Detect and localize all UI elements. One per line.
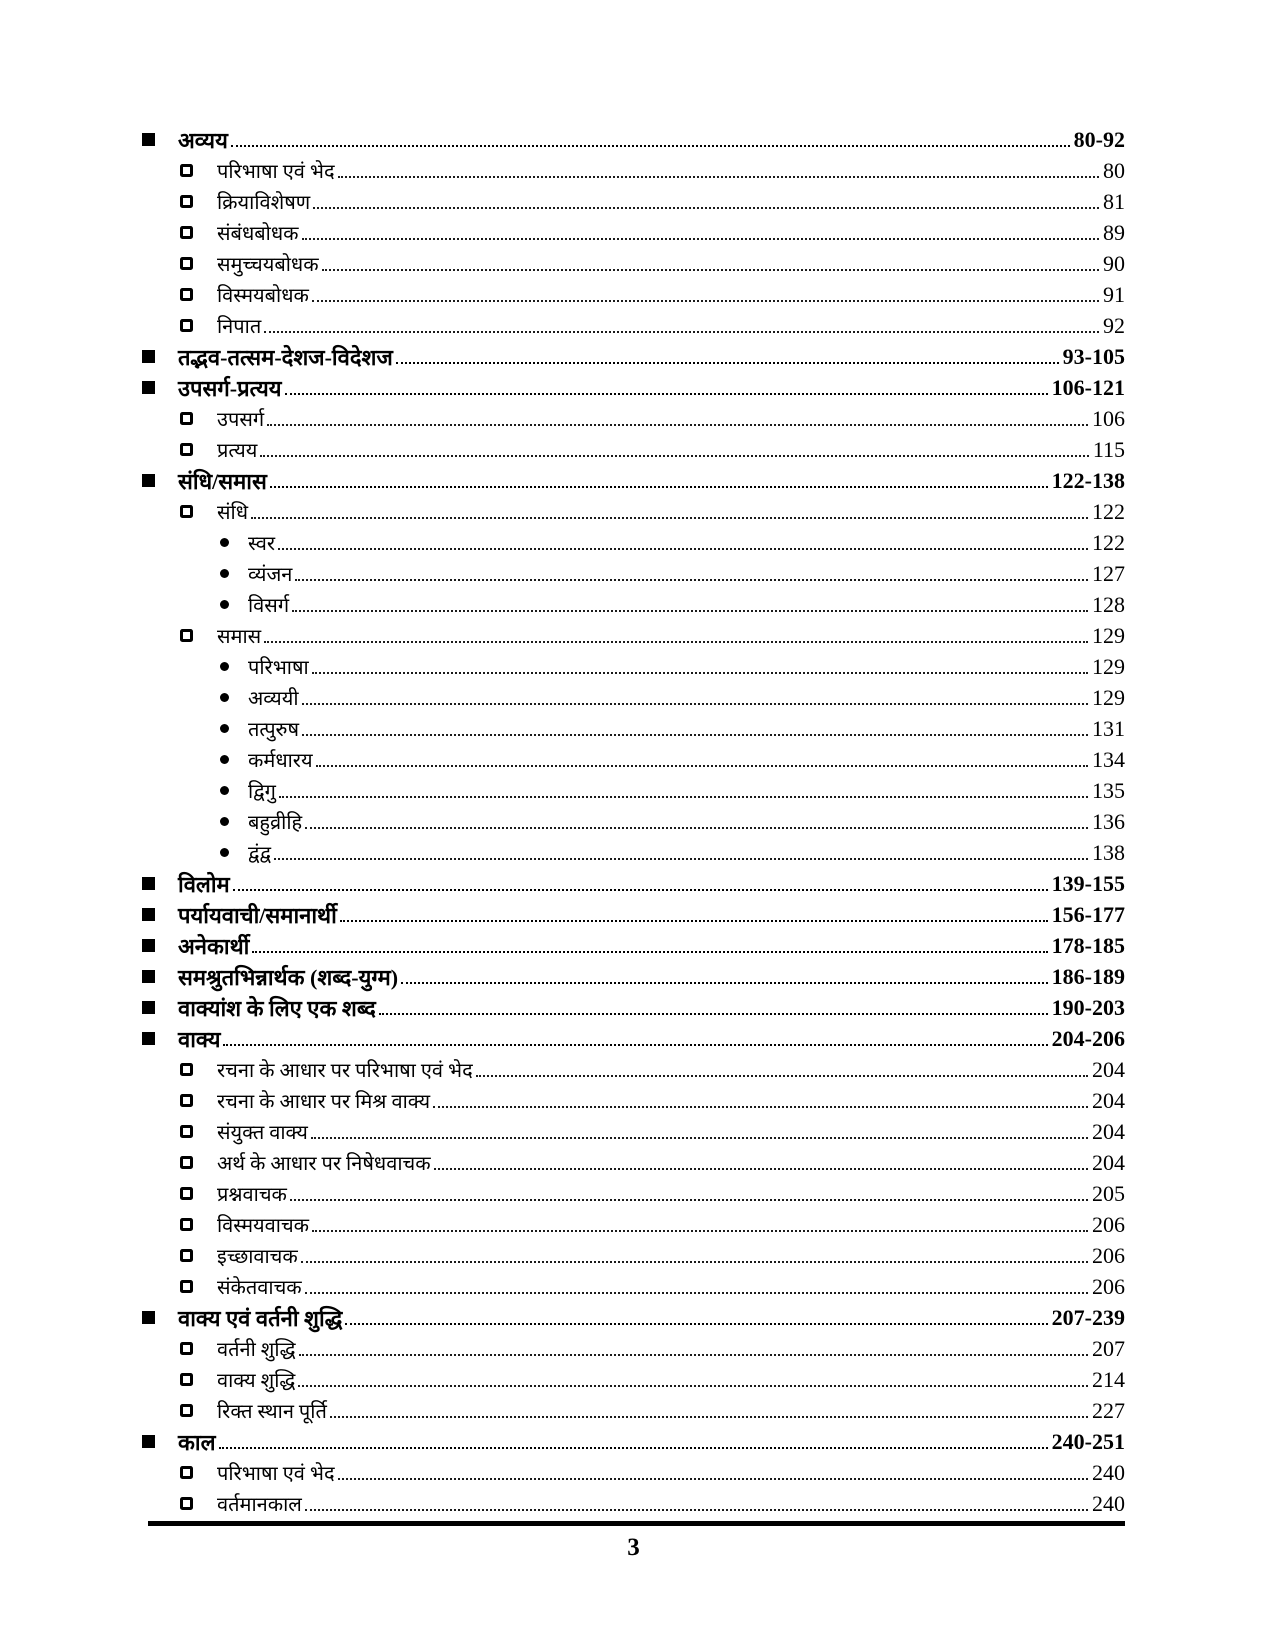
dot-leader (279, 783, 1088, 798)
toc-row (142, 682, 1125, 713)
filled-square-icon (142, 381, 155, 394)
toc-entry-page: 80-92 (1073, 126, 1125, 152)
toc-row (142, 1488, 1125, 1519)
circle-bullet-icon (220, 724, 229, 733)
toc-entry-label: वाक्य एवं वर्तनी शुद्धि (178, 1305, 343, 1331)
toc-row (142, 1054, 1125, 1085)
filled-square-icon (142, 908, 155, 921)
dot-leader (311, 1124, 1088, 1139)
toc-entry-page: 240 (1092, 1459, 1125, 1485)
filled-square-icon (142, 133, 155, 146)
toc-entry-page: 80 (1103, 157, 1125, 183)
toc-entry-label: समश्रुतभिन्नार्थक (शब्द-युग्म) (178, 964, 399, 990)
toc-row (142, 217, 1125, 248)
dot-leader (301, 1248, 1088, 1263)
dot-leader (401, 969, 1048, 984)
toc-row (142, 775, 1125, 806)
toc-row (142, 434, 1125, 465)
toc-entry-label: विसर्ग (248, 595, 290, 617)
toc-entry-page: 156-177 (1051, 901, 1125, 927)
toc-entry-label: संधि/समास (178, 468, 267, 494)
toc-entry-page: 122 (1092, 498, 1125, 524)
dot-leader (305, 814, 1088, 829)
toc-row (142, 279, 1125, 310)
toc-entry-page: 178-185 (1051, 932, 1125, 958)
toc-row (142, 527, 1125, 558)
toc-entry-label: वाक्यांश के लिए एक शब्द (178, 995, 376, 1021)
footer-rule (148, 1521, 1125, 1526)
toc-row (142, 961, 1125, 992)
circle-bullet-icon (220, 848, 229, 857)
dot-leader (379, 1000, 1048, 1015)
dot-leader (233, 876, 1048, 891)
dot-leader (264, 628, 1088, 643)
dot-leader (322, 256, 1099, 271)
toc-row (142, 930, 1125, 961)
toc-entry-label: समुच्चयबोधक (217, 254, 319, 276)
toc-row (142, 1085, 1125, 1116)
hollow-square-icon (180, 1497, 193, 1510)
dot-leader (302, 225, 1100, 240)
toc-row (142, 651, 1125, 682)
toc-entry-label: संकेतवाचक (217, 1277, 302, 1299)
circle-bullet-icon (220, 755, 229, 764)
dot-leader (313, 194, 1099, 209)
toc-row (142, 558, 1125, 589)
toc-entry-page: 106 (1092, 405, 1125, 431)
toc-entry-label: संधि (217, 502, 248, 524)
toc-entry-page: 122 (1092, 529, 1125, 555)
filled-square-icon (142, 474, 155, 487)
toc-row (142, 403, 1125, 434)
dot-leader (305, 1496, 1088, 1511)
toc-entry-page: 129 (1092, 622, 1125, 648)
toc-entry-page: 93-105 (1062, 343, 1125, 369)
toc-row (142, 248, 1125, 279)
page-number: 3 (627, 1534, 640, 1561)
toc-entry-label: क्रियाविशेषण (217, 192, 311, 214)
toc-entry-page: 106-121 (1051, 374, 1125, 400)
toc-entry-page: 207-239 (1051, 1304, 1125, 1330)
dot-leader (252, 938, 1047, 953)
dot-leader (476, 1062, 1088, 1077)
circle-bullet-icon (220, 786, 229, 795)
toc-entry-label: रचना के आधार पर परिभाषा एवं भेद (217, 1060, 473, 1082)
toc-entry-label: वर्तनी शुद्धि (217, 1339, 296, 1361)
dot-leader (267, 411, 1088, 426)
toc-entry-page: 134 (1092, 746, 1125, 772)
toc-entry-label: स्वर (248, 533, 276, 555)
toc-entry-label: संयुक्त वाक्य (217, 1122, 308, 1144)
filled-square-icon (142, 1435, 155, 1448)
hollow-square-icon (180, 319, 193, 332)
hollow-square-icon (180, 412, 193, 425)
toc-entry-label: परिभाषा (248, 657, 309, 679)
toc-entry-page: 92 (1103, 312, 1125, 338)
toc-row (142, 1426, 1125, 1457)
toc-entry-label: विस्मयबोधक (217, 285, 309, 307)
hollow-square-icon (180, 164, 193, 177)
filled-square-icon (142, 939, 155, 952)
dot-leader (264, 318, 1099, 333)
toc-entry-label: वर्तमानकाल (217, 1494, 302, 1516)
dot-leader (278, 535, 1088, 550)
dot-leader (316, 752, 1088, 767)
hollow-square-icon (180, 1094, 193, 1107)
hollow-square-icon (180, 1249, 193, 1262)
toc-entry-page: 204 (1092, 1118, 1125, 1144)
toc-row (142, 341, 1125, 372)
toc-entry-label: रचना के आधार पर मिश्र वाक्य (217, 1091, 431, 1113)
filled-square-icon (142, 1032, 155, 1045)
hollow-square-icon (180, 505, 193, 518)
toc-entry-page: 214 (1092, 1366, 1125, 1392)
toc-row (142, 1023, 1125, 1054)
circle-bullet-icon (220, 662, 229, 671)
dot-leader (292, 597, 1088, 612)
dot-leader (231, 132, 1070, 147)
dot-leader (274, 845, 1088, 860)
hollow-square-icon (180, 1063, 193, 1076)
dot-leader (338, 163, 1099, 178)
hollow-square-icon (180, 1373, 193, 1386)
toc-row (142, 837, 1125, 868)
toc-row (142, 1333, 1125, 1364)
toc-entry-label: विस्मयवाचक (217, 1215, 309, 1237)
toc-entry-label: तद्भव-तत्सम-देशज-विदेशज (178, 344, 393, 370)
hollow-square-icon (180, 288, 193, 301)
dot-leader (223, 1031, 1047, 1046)
toc-row (142, 1364, 1125, 1395)
hollow-square-icon (180, 226, 193, 239)
hollow-square-icon (180, 629, 193, 642)
toc-entry-label: अर्थ के आधार पर निषेधवाचक (217, 1153, 431, 1175)
toc-entry-label: प्रत्यय (217, 440, 258, 462)
toc-row (142, 713, 1125, 744)
toc-entry-page: 186-189 (1051, 963, 1125, 989)
toc-entry-page: 139-155 (1051, 870, 1125, 896)
dot-leader (219, 1434, 1048, 1449)
toc-entry-label: वाक्य (178, 1026, 221, 1052)
toc-row (142, 899, 1125, 930)
hollow-square-icon (180, 1125, 193, 1138)
toc-row (142, 1209, 1125, 1240)
hollow-square-icon (180, 1342, 193, 1355)
toc-row (142, 589, 1125, 620)
toc-entry-page: 129 (1092, 684, 1125, 710)
toc-entry-label: समास (217, 626, 262, 648)
filled-square-icon (142, 350, 155, 363)
circle-bullet-icon (220, 600, 229, 609)
toc-entry-page: 204 (1092, 1087, 1125, 1113)
hollow-square-icon (180, 1404, 193, 1417)
toc-entry-page: 240 (1092, 1490, 1125, 1516)
toc-entry-page: 190-203 (1051, 994, 1125, 1020)
dot-leader (298, 1372, 1088, 1387)
toc-entry-page: 127 (1092, 560, 1125, 586)
toc-entry-page: 207 (1092, 1335, 1125, 1361)
dot-leader (312, 659, 1088, 674)
toc-list (142, 124, 1125, 1519)
toc-entry-label: उपसर्ग (217, 409, 265, 431)
toc-entry-label: अनेकार्थी (178, 933, 250, 959)
toc-entry-page: 89 (1103, 219, 1125, 245)
toc-row (142, 992, 1125, 1023)
toc-entry-label: बहुव्रीहि (248, 812, 303, 834)
toc-row (142, 310, 1125, 341)
toc-entry-page: 206 (1092, 1273, 1125, 1299)
toc-entry-label: उपसर्ग-प्रत्यय (178, 375, 282, 401)
toc-entry-page: 206 (1092, 1211, 1125, 1237)
toc-entry-label: व्यंजन (248, 564, 293, 586)
toc-row (142, 372, 1125, 403)
hollow-square-icon (180, 195, 193, 208)
toc-entry-page: 136 (1092, 808, 1125, 834)
dot-leader (312, 287, 1099, 302)
toc-entry-label: संबंधबोधक (217, 223, 299, 245)
hollow-square-icon (180, 1466, 193, 1479)
toc-entry-page: 129 (1092, 653, 1125, 679)
toc-entry-page: 135 (1092, 777, 1125, 803)
dot-leader (338, 1465, 1088, 1480)
toc-row (142, 186, 1125, 217)
toc-row (142, 744, 1125, 775)
toc-entry-label: पर्यायवाची/समानार्थी (178, 902, 337, 928)
dot-leader (312, 1217, 1088, 1232)
dot-leader (260, 442, 1088, 457)
toc-entry-label: तत्पुरुष (248, 719, 300, 741)
circle-bullet-icon (220, 817, 229, 826)
toc-entry-label: अव्यय (178, 127, 228, 153)
toc-entry-page: 138 (1092, 839, 1125, 865)
toc-entry-page: 227 (1092, 1397, 1125, 1423)
toc-entry-page: 204 (1092, 1149, 1125, 1175)
hollow-square-icon (180, 443, 193, 456)
toc-row (142, 1178, 1125, 1209)
toc-entry-label: काल (178, 1429, 216, 1455)
toc-entry-label: रिक्त स्थान पूर्ति (217, 1401, 327, 1423)
toc-entry-page: 91 (1103, 281, 1125, 307)
toc-entry-page: 204-206 (1051, 1025, 1125, 1051)
hollow-square-icon (180, 257, 193, 270)
toc-entry-label: वाक्य शुद्धि (217, 1370, 296, 1392)
hollow-square-icon (180, 1218, 193, 1231)
circle-bullet-icon (220, 693, 229, 702)
toc-entry-page: 131 (1092, 715, 1125, 741)
dot-leader (299, 1341, 1088, 1356)
toc-row (142, 620, 1125, 651)
toc-entry-page: 240-251 (1051, 1428, 1125, 1454)
dot-leader (396, 349, 1059, 364)
toc-row (142, 124, 1125, 155)
toc-entry-page: 204 (1092, 1056, 1125, 1082)
dot-leader (305, 1279, 1088, 1294)
toc-row (142, 465, 1125, 496)
dot-leader (251, 504, 1088, 519)
toc-entry-page: 81 (1103, 188, 1125, 214)
toc-row (142, 1395, 1125, 1426)
toc-row (142, 1240, 1125, 1271)
circle-bullet-icon (220, 538, 229, 547)
filled-square-icon (142, 1001, 155, 1014)
hollow-square-icon (180, 1280, 193, 1293)
filled-square-icon (142, 877, 155, 890)
toc-row (142, 806, 1125, 837)
hollow-square-icon (180, 1156, 193, 1169)
toc-entry-page: 206 (1092, 1242, 1125, 1268)
dot-leader (433, 1093, 1088, 1108)
dot-leader (295, 566, 1088, 581)
toc-entry-label: परिभाषा एवं भेद (217, 161, 335, 183)
circle-bullet-icon (220, 569, 229, 578)
toc-entry-label: कर्मधारय (248, 750, 313, 772)
toc-entry-label: निपात (217, 316, 262, 338)
toc-entry-label: अव्ययी (248, 688, 299, 710)
dot-leader (290, 1186, 1088, 1201)
toc-row (142, 868, 1125, 899)
toc-row (142, 496, 1125, 527)
toc-row (142, 1302, 1125, 1333)
dot-leader (434, 1155, 1088, 1170)
toc-entry-label: द्विगु (248, 781, 276, 803)
dot-leader (330, 1403, 1088, 1418)
toc-entry-label: इच्छावाचक (217, 1246, 298, 1268)
dot-leader (285, 380, 1048, 395)
toc-entry-label: प्रश्नवाचक (217, 1184, 287, 1206)
toc-entry-label: विलोम (178, 871, 230, 897)
toc-row (142, 155, 1125, 186)
dot-leader (345, 1310, 1047, 1325)
toc-entry-page: 205 (1092, 1180, 1125, 1206)
dot-leader (302, 690, 1089, 705)
toc-entry-label: द्वंद्व (248, 843, 271, 865)
toc-row (142, 1457, 1125, 1488)
toc-row (142, 1271, 1125, 1302)
toc-entry-label: परिभाषा एवं भेद (217, 1463, 335, 1485)
filled-square-icon (142, 1311, 155, 1324)
filled-square-icon (142, 970, 155, 983)
toc-entry-page: 122-138 (1051, 467, 1125, 493)
toc-entry-page: 90 (1103, 250, 1125, 276)
dot-leader (270, 473, 1048, 488)
toc-row (142, 1147, 1125, 1178)
dot-leader (340, 907, 1048, 922)
toc-entry-page: 128 (1092, 591, 1125, 617)
toc-row (142, 1116, 1125, 1147)
hollow-square-icon (180, 1187, 193, 1200)
dot-leader (302, 721, 1088, 736)
toc-entry-page: 115 (1092, 436, 1125, 462)
